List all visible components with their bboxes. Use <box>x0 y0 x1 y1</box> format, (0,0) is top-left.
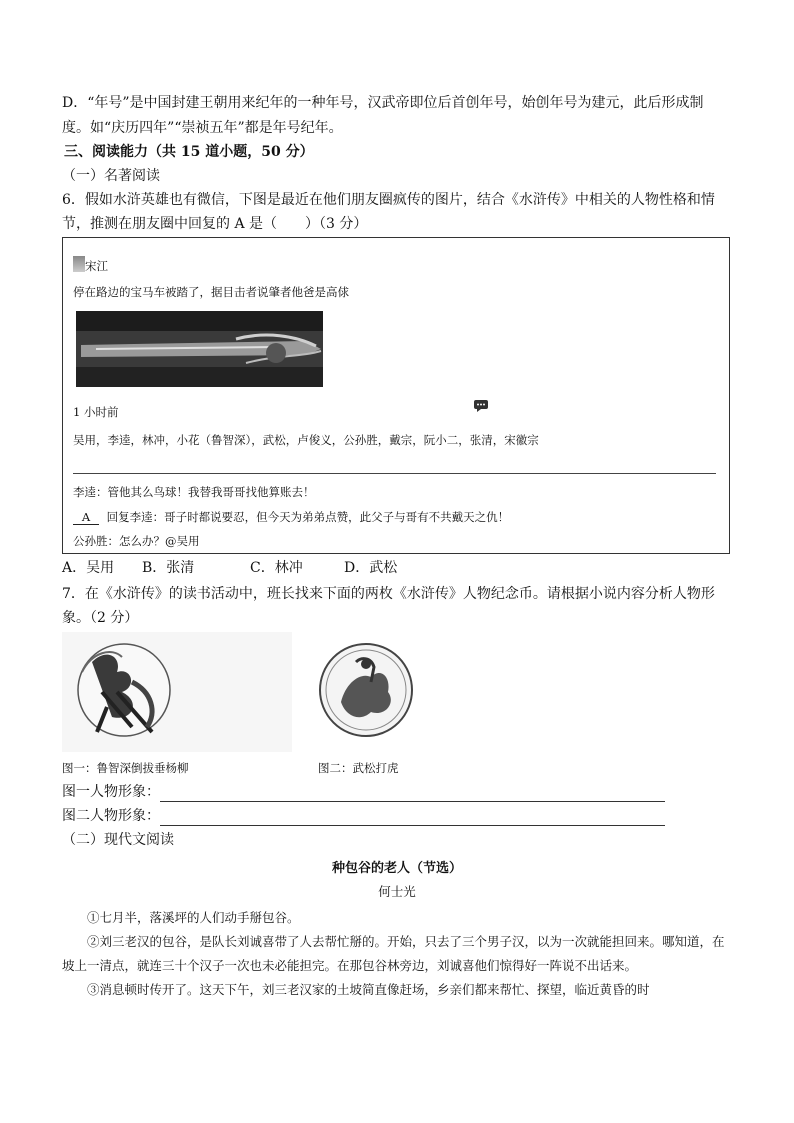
q6-line2: 节，推测在朋友圈中回复的 A 是（ ）（3 分） <box>62 216 368 232</box>
car-scratch-image <box>76 311 323 387</box>
section-heading: 三、阅读能力（共 15 道小题，50 分） <box>64 144 314 160</box>
avatar <box>73 256 85 272</box>
answer-1 <box>62 782 665 802</box>
answer-1-label: 图一人物形象： <box>62 784 160 800</box>
q6-option-d: D．武松 <box>344 560 398 576</box>
q7-line2: 象。（2 分） <box>62 610 139 626</box>
comment-likui-name: 李逵： <box>73 485 108 499</box>
q6-option-a: A．吴用 <box>62 560 115 576</box>
comment-gongsun: 公孙胜：怎么办？@吴用 <box>73 534 200 548</box>
answer-2-label: 图二人物形象： <box>62 808 160 824</box>
answer-2-line[interactable] <box>160 809 665 826</box>
subsection-classics: （一）名著阅读 <box>62 168 160 184</box>
q7-line1: 7．在《水浒传》的读书活动中，班长找来下面的两枚《水浒传》人物纪念币。请根据小说内容分析人物形 <box>62 586 715 602</box>
answer-1-line[interactable] <box>160 785 665 802</box>
article-title: 种包谷的老人（节选） <box>331 861 462 876</box>
likes-list: 吴用，李逵，林冲，小花（鲁智深），武松，卢俊义，公孙胜，戴宗，阮小二，张清，宋徽宗 <box>73 433 539 447</box>
comment-reply-text: 回复李逵：哥子时都说要忍，但今天为弟弟点赞，此父子与哥有不共戴天之仇！ <box>106 510 510 524</box>
post-author: 宋江 <box>85 259 108 273</box>
post-photo <box>76 311 323 387</box>
caption-1: 图一：鲁智深倒拔垂杨柳 <box>62 761 189 775</box>
caption-2: 图二：武松打虎 <box>318 761 399 775</box>
coin-image-1 <box>62 632 292 752</box>
answer-blank-a: A <box>73 509 99 525</box>
q6-line1: 6．假如水浒英雄也有微信，下图是最近在他们朋友圈疯传的图片，结合《水浒传》中相关的人物性格和情 <box>62 192 715 208</box>
option-d-line1: D．“年号”是中国封建王朝用来纪年的一种年号，汉武帝即位后首创年号，始创年号为建元，此后形成制 <box>62 95 704 111</box>
q6-option-c: C．林冲 <box>250 560 303 576</box>
comment-reply <box>73 509 509 525</box>
q6-option-b: B．张清 <box>142 560 195 576</box>
paragraph-2: ②刘三老汉的包谷，是队长刘诚喜带了人去帮忙掰的。开始，只去了三个男子汉，以为一次就能担回来。哪知道，在坡上一清点，就连三十个汉子一次也未必能担完。在那包谷林旁边，刘诚喜他们惊得好一阵说不出话来。 <box>62 934 725 973</box>
option-d-line2: 度。如“庆历四年”“崇祯五年”都是年号纪年。 <box>62 120 343 136</box>
comment-likui-text: 管他其么鸟球！我替我哥哥找他算账去！ <box>107 485 315 499</box>
comment-likui <box>73 484 315 500</box>
coin-image-2 <box>316 632 426 752</box>
answer-2 <box>62 806 665 826</box>
article-body <box>62 906 730 1002</box>
post-text: 停在路边的宝马车被踏了，据目击者说肇者他爸是高俅 <box>73 285 349 299</box>
comment-divider <box>73 473 716 474</box>
comment-icon[interactable] <box>473 398 489 412</box>
subsection-modern: （二）现代文阅读 <box>62 832 174 848</box>
post-time: 1 小时前 <box>73 405 119 419</box>
wechat-moments-box <box>62 237 730 554</box>
paragraph-1: ①七月半，落溪坪的人们动手掰包谷。 <box>87 910 300 925</box>
article-author: 何士光 <box>378 884 416 899</box>
paragraph-3: ③消息顿时传开了。这天下午，刘三老汉家的土坡简直像赶场，乡亲们都来帮忙、探望，临近黄昏的时 <box>87 982 650 997</box>
